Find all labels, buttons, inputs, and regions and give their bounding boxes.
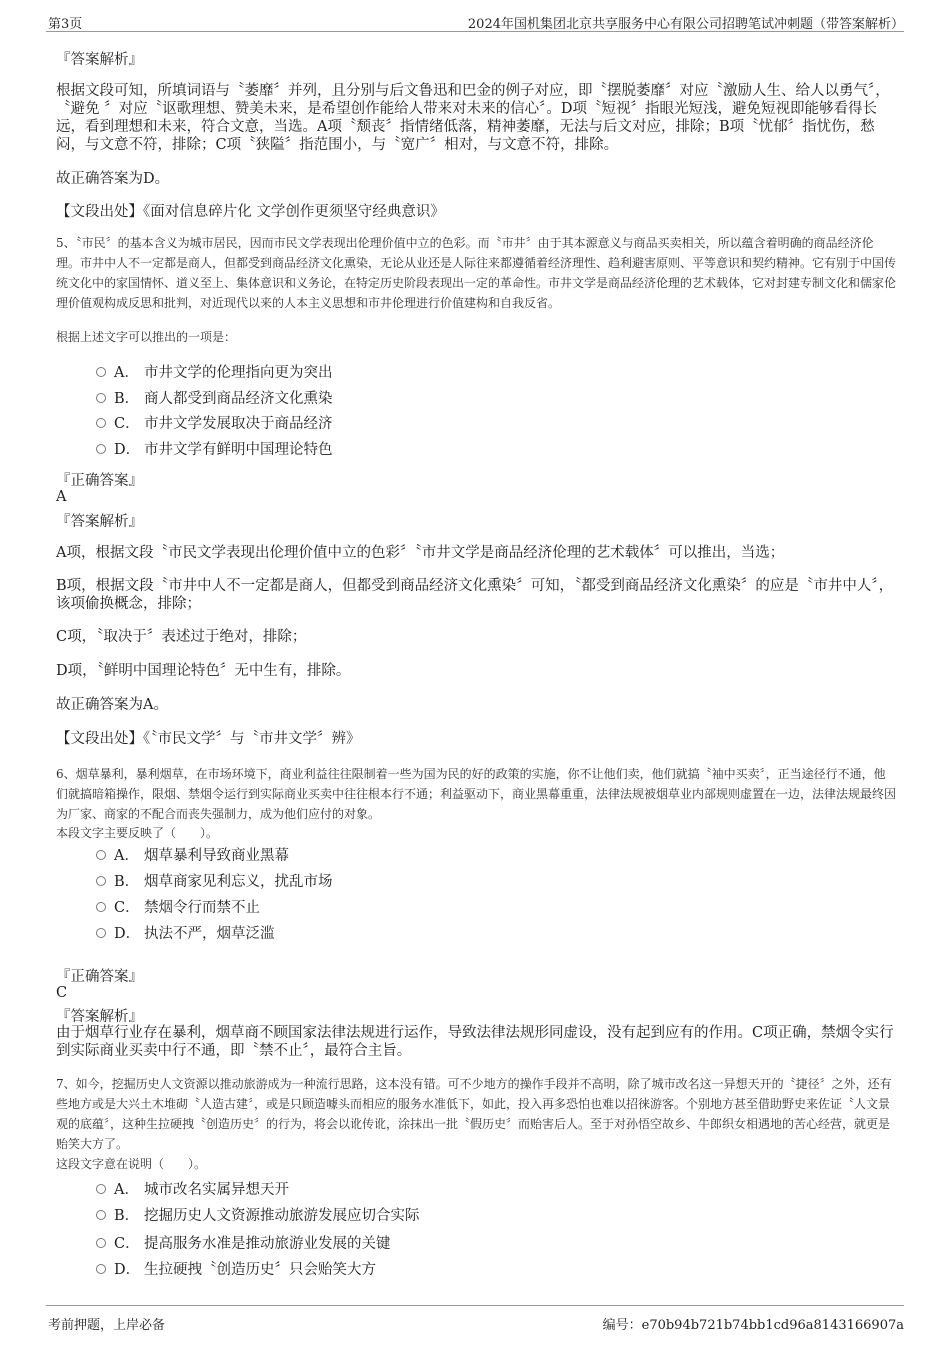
q5-option-c[interactable]: C． 市井文学发展取决于商品经济 <box>96 413 333 435</box>
q7-option-a[interactable]: A． 城市改名实属异想天开 <box>96 1179 289 1201</box>
q5-analysis-label: 『答案解析』 <box>56 514 143 530</box>
q6-question: 本段文字主要反映了（ ）。 <box>56 826 219 840</box>
q7-option-c[interactable]: C． 提高服务水准是推动旅游业发展的关键 <box>96 1233 391 1255</box>
q6-option-b[interactable]: B． 烟草商家见利忘义，扰乱市场 <box>96 871 333 893</box>
q6-stem: 6、烟草暴利，暴利烟草，在市场环境下，商业利益往往限制着一些为国为民的好的政策的实施，你不让他们卖，他们就搞〝袖中买卖〞，正当途径行不通，他们就搞暗箱操作，限烟、禁烟令运行到实际商业买卖中往往根本行不通；利益驱动下，商业黑幕重重，法律法规被烟草业内部规则虚置在一边，法律法规最终因为厂家、商家的不配合而丧失强制力，成为他们应付的对象。 <box>56 767 897 821</box>
q5-option-a[interactable]: A． 市井文学的伦理指向更为突出 <box>96 362 333 384</box>
q5-analysis-a: A项，根据文段〝市民文学表现出伦理价值中立的色彩〞〝市井文学是商品经济伦理的艺术载体〞可以推出，当选； <box>56 545 785 561</box>
q4-source: 【文段出处】《面对信息碎片化 文学创作更须坚守经典意识》 <box>56 204 445 220</box>
page-number: 第3页 <box>48 17 83 32</box>
q6-analysis-label: 『答案解析』 <box>56 1009 143 1025</box>
q4-analysis-label: 『答案解析』 <box>56 52 143 68</box>
page-footer <box>0 1305 950 1345</box>
q5-option-b[interactable]: B． 商人都受到商品经济文化熏染 <box>96 388 333 410</box>
header-divider <box>46 31 904 32</box>
footer-divider <box>46 1305 904 1306</box>
q5-source: 【文段出处】《〝市民文学〞与〝市井文学〞辨》 <box>56 731 361 747</box>
radio-icon[interactable] <box>96 444 106 454</box>
q5-answer-label: 『正确答案』 <box>56 473 143 489</box>
radio-icon[interactable] <box>96 418 106 428</box>
footer-slogan: 考前押题，上岸必备 <box>48 1318 166 1333</box>
radio-icon[interactable] <box>96 1184 106 1194</box>
q7-option-d[interactable]: D． 生拉硬拽〝创造历史〞只会贻笑大方 <box>96 1259 376 1281</box>
radio-icon[interactable] <box>96 393 106 403</box>
radio-icon[interactable] <box>96 1264 106 1274</box>
radio-icon[interactable] <box>96 876 106 886</box>
radio-icon[interactable] <box>96 1210 106 1220</box>
q4-analysis-text: 根据文段可知，所填词语与〝萎靡〞并列，且分别与后文鲁迅和巴金的例子对应，即〝摆脱萎靡〞对应〝激励人生、给人以勇气〞，〝避免 〞对应〝讴歌理想、赞美未来，是希望创作能给人带来对未来的信心〞。D项〝短视〞指眼光短浅，避免短视即能够看得长远，看到理想和未来，符合文意，当选。A项〝颓丧〞指情绪低落，精神萎靡，无法与后文对应，排除；B项〝忧郁〞指忧伤，愁闷，与文意不符，排除；C项〝狭隘〞指范围小，与〝宽广〞相对，与文意不符，排除。 <box>56 83 890 153</box>
q6-answer: C <box>56 985 68 1001</box>
q4-conclusion: 故正确答案为D。 <box>56 171 170 187</box>
radio-icon[interactable] <box>96 1238 106 1248</box>
q5-question: 根据上述文字可以推出的一项是： <box>56 330 237 344</box>
q7-stem: 7、如今，挖掘历史人文资源以推动旅游成为一种流行思路，这本没有错。可不少地方的操作手段并不高明，除了城市改名这一异想天开的〝捷径〞之外，还有些地方或是大兴土木堆砌〝人造古建〞，或是只顾造噱头而相应的服务水准低下，如此，投入再多恐怕也难以招徕游客。个别地方甚至借助野史来佐证〝人文景观的底蕴〞，这种生拉硬拽〝创造历史〞的行为，将会以讹传讹，涂抹出一批〝假历史〞而贻害后人。至于对孙悟空故乡、牛郎织女相遇地的苦心经营，就更是贻笑大方了。 <box>56 1077 892 1151</box>
q5-analysis-d: D项，〝鲜明中国理论特色〞无中生有，排除。 <box>56 663 351 679</box>
q5-analysis-b: B项，根据文段〝市井中人不一定都是商人，但都受到商品经济文化熏染〞可知，〝都受到商品经济文化熏染〞的应是〝市井中人〞，该项偷换概念，排除； <box>56 578 894 612</box>
q6-option-d[interactable]: D． 执法不严，烟草泛滥 <box>96 923 275 945</box>
document-title: 2024年国机集团北京共享服务中心有限公司招聘笔试冲刺题（带答案解析） <box>467 17 904 32</box>
q6-answer-label: 『正确答案』 <box>56 969 143 985</box>
q7-option-b[interactable]: B． 挖掘历史人文资源推动旅游发展应切合实际 <box>96 1205 420 1227</box>
radio-icon[interactable] <box>96 928 106 938</box>
q5-stem: 5、〝市民〞的基本含义为城市居民，因而市民文学表现出伦理价值中立的色彩。而〝市井〞由于其本源意义与商品买卖相关，所以蕴含着明确的商品经济伦理。市井中人不一定都是商人，但都受到商品经济文化熏染，无论从业还是人际往来都遵循着经济理性、趋利避害原则、平等意识和契约精神。它有别于中国传统文化中的家国情怀、道义至上、集体意识和义务论，在特定历史阶段表现出一定的革命性。市井文学是商品经济伦理的艺术载体，它对封建专制文化和儒家伦理价值观构成反思和批判，对近现代以来的人本主义思想和市井伦理进行价值建构和自我反省。 <box>56 236 897 310</box>
q7-question: 这段文字意在说明（ ）。 <box>56 1157 207 1171</box>
q6-option-c[interactable]: C． 禁烟令行而禁不止 <box>96 897 260 919</box>
page-header <box>0 0 950 34</box>
q5-conclusion: 故正确答案为A。 <box>56 697 168 713</box>
q6-analysis: 由于烟草行业存在暴利，烟草商不顾国家法律法规进行运作，导致法律法规形同虚设，没有起到应有的作用。C项正确，禁烟令实行到实际商业买卖中行不通，即〝禁不止〞，最符合主旨。 <box>56 1025 894 1059</box>
radio-icon[interactable] <box>96 367 106 377</box>
q6-option-a[interactable]: A． 烟草暴利导致商业黑幕 <box>96 845 289 867</box>
document-code: 编号：e70b94b721b74bb1cd96a8143166907a <box>602 1318 904 1333</box>
radio-icon[interactable] <box>96 850 106 860</box>
q5-option-d[interactable]: D． 市井文学有鲜明中国理论特色 <box>96 439 333 461</box>
radio-icon[interactable] <box>96 902 106 912</box>
q5-analysis-c: C项，〝取决于〞表述过于绝对，排除； <box>56 629 307 645</box>
q5-answer: A <box>56 489 67 505</box>
